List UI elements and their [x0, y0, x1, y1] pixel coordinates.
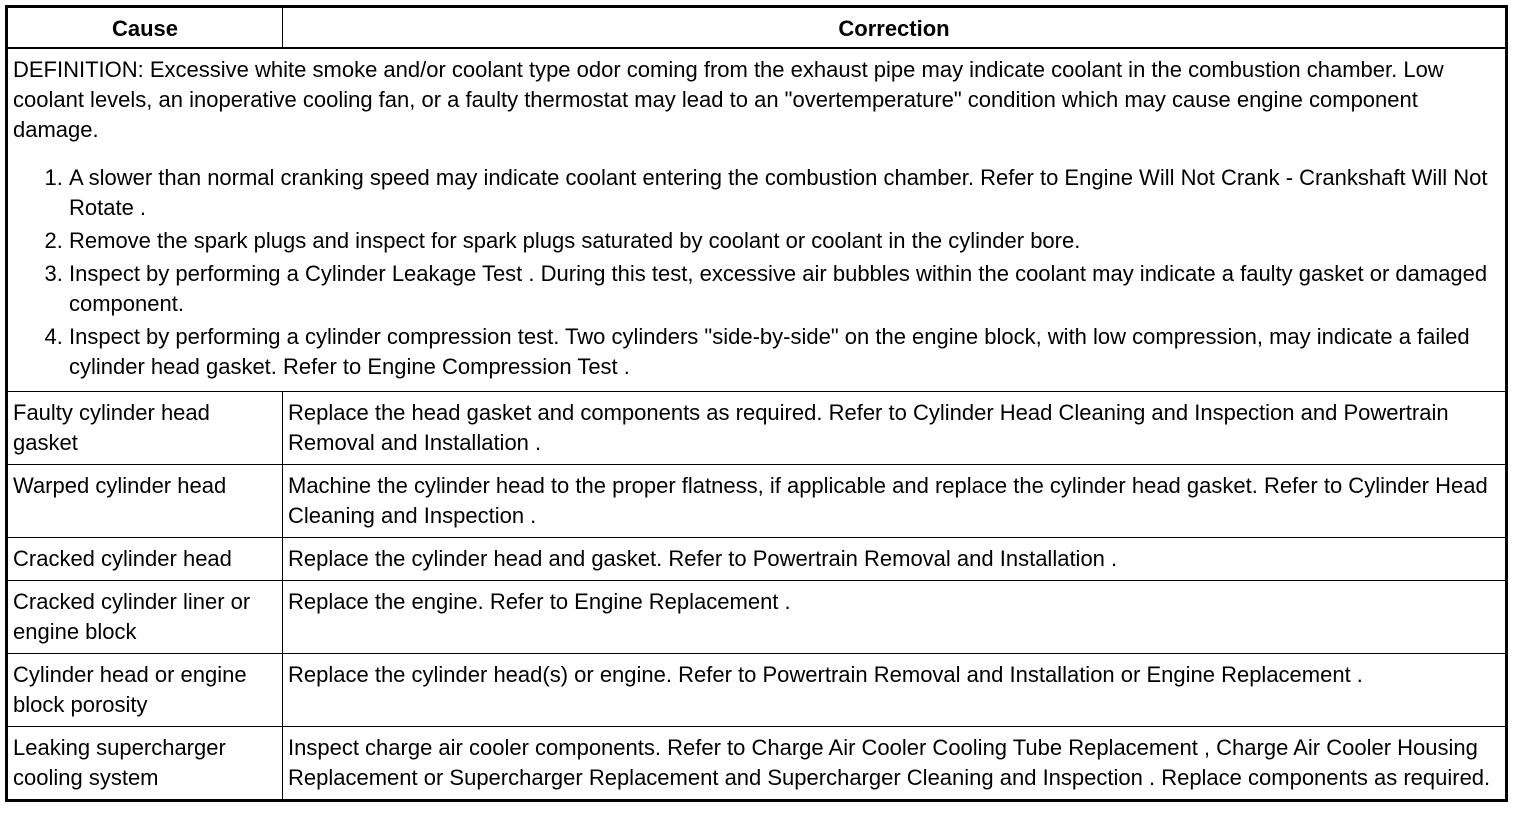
header-row: [7, 7, 1507, 49]
definition-row: [7, 48, 1507, 392]
correction-cell: Inspect charge air cooler components. Refer to Charge Air Cooler Cooling Tube Replacement , Charge Air Cooler Housing Replacement or Supercharger Replacement and Supercharger Cleaning and Inspection . Replace components as required.: [283, 727, 1507, 801]
correction-cell: Replace the cylinder head and gasket. Refer to Powertrain Removal and Installation .: [283, 538, 1507, 581]
diagnostic-table: [5, 5, 1508, 802]
step-item: 4. Inspect by performing a cylinder compression test. Two cylinders "side-by-side" on the engine block, with low compression, may indicate a failed cylinder head gasket. Refer to Engine Compression Test .: [69, 322, 1500, 382]
steps-list: [13, 163, 1500, 382]
table-row: [7, 654, 1507, 727]
correction-cell: Replace the engine. Refer to Engine Replacement .: [283, 581, 1507, 654]
definition-cell: [7, 48, 1507, 392]
correction-cell: Machine the cylinder head to the proper flatness, if applicable and replace the cylinder head gasket. Refer to Cylinder Head Cleaning and Inspection .: [283, 465, 1507, 538]
header-cause: Cause: [7, 7, 283, 49]
definition-text: DEFINITION: Excessive white smoke and/or coolant type odor coming from the exhaust pipe may indicate coolant in the combustion chamber. Low coolant levels, an inoperative cooling fan, or a faulty thermostat may lead to an "overtemperature" condition which may cause engine component damage.: [13, 57, 1444, 142]
correction-cell: Replace the head gasket and components as required. Refer to Cylinder Head Cleaning and Inspection and Powertrain Removal and Installation .: [283, 392, 1507, 465]
cause-cell: Cracked cylinder liner or engine block: [7, 581, 283, 654]
diagnostic-table-container: [5, 5, 1508, 802]
cause-cell: Faulty cylinder head gasket: [7, 392, 283, 465]
table-row: [7, 727, 1507, 801]
cause-cell: Cracked cylinder head: [7, 538, 283, 581]
cause-cell: Leaking supercharger cooling system: [7, 727, 283, 801]
step-item: 1. A slower than normal cranking speed may indicate coolant entering the combustion chamber. Refer to Engine Will Not Crank - Crankshaft Will Not Rotate .: [69, 163, 1500, 223]
table-row: [7, 581, 1507, 654]
table-row: [7, 392, 1507, 465]
cause-cell: Warped cylinder head: [7, 465, 283, 538]
table-row: [7, 538, 1507, 581]
correction-cell: Replace the cylinder head(s) or engine. Refer to Powertrain Removal and Installation or Engine Replacement .: [283, 654, 1507, 727]
cause-cell: Cylinder head or engine block porosity: [7, 654, 283, 727]
header-correction: Correction: [283, 7, 1507, 49]
step-item: 2. Remove the spark plugs and inspect for spark plugs saturated by coolant or coolant in the cylinder bore.: [69, 226, 1500, 256]
table-row: [7, 465, 1507, 538]
step-item: 3. Inspect by performing a Cylinder Leakage Test . During this test, excessive air bubbles within the coolant may indicate a faulty gasket or damaged component.: [69, 259, 1500, 319]
